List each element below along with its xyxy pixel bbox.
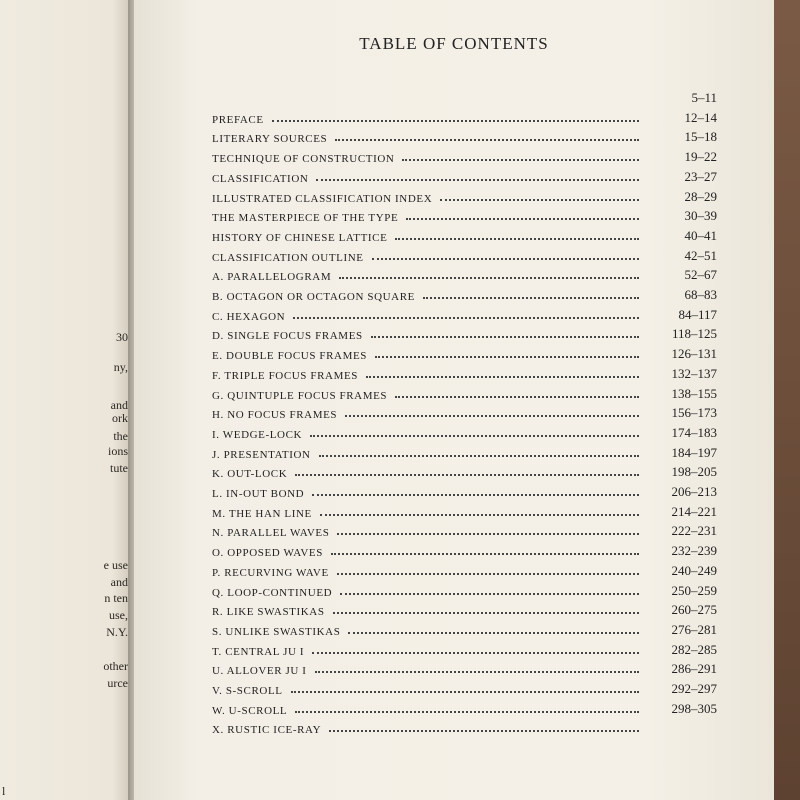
left-page-text-fragment: and (110, 575, 128, 589)
dot-leader (337, 573, 639, 575)
toc-entry-label: CLASSIFICATION OUTLINE (212, 252, 364, 264)
toc-entry-label: T. CENTRAL JU I (212, 646, 305, 658)
toc-entry-label: S. UNLIKE SWASTIKAS (212, 626, 341, 638)
toc-row (212, 147, 717, 165)
dot-leader (423, 297, 639, 299)
dot-leader (337, 533, 639, 535)
toc-row (212, 187, 717, 205)
toc-entry-label: A. PARALLELOGRAM (212, 271, 332, 283)
toc-entry-pages: 250–259 (671, 583, 717, 598)
toc-entry-label: P. RECURVING WAVE (212, 567, 329, 579)
toc-entry-label: PREFACE (212, 114, 264, 126)
toc-entry-pages: 298–305 (671, 701, 717, 716)
toc-entry-pages: 84–117 (678, 307, 717, 322)
dot-leader (339, 277, 639, 279)
toc-row (212, 521, 717, 539)
toc-row (212, 679, 717, 697)
toc-entry-pages: 42–51 (684, 248, 717, 263)
desk-surface (774, 0, 800, 800)
toc-entry-label: R. LIKE SWASTIKAS (212, 606, 325, 618)
toc-entry-pages: 260–275 (671, 602, 717, 617)
toc-entry-pages: 286–291 (671, 661, 717, 676)
toc-row (212, 364, 717, 382)
toc-entry-label: ILLUSTRATED CLASSIFICATION INDEX (212, 193, 433, 205)
toc-entry-label: B. OCTAGON OR OCTAGON SQUARE (212, 291, 415, 303)
toc-row (212, 443, 717, 461)
left-page-text-fragment: the (113, 429, 128, 443)
toc-entry-pages: 15–18 (684, 129, 717, 144)
dot-leader (333, 612, 639, 614)
toc-entry-pages: 214–221 (671, 504, 717, 519)
toc-entry-pages: 198–205 (671, 464, 717, 479)
dot-leader (406, 218, 639, 220)
dot-leader (331, 553, 639, 555)
toc-entry-pages: 138–155 (671, 386, 717, 401)
toc-row (212, 403, 717, 421)
toc-row (212, 127, 717, 145)
toc-entry-pages: 276–281 (671, 622, 717, 637)
toc-entry-label: HISTORY OF CHINESE LATTICE (212, 232, 388, 244)
toc-entry-pages: 52–67 (684, 267, 717, 282)
dot-leader (312, 652, 639, 654)
toc-row (212, 344, 717, 362)
dot-leader (395, 238, 639, 240)
toc-row (212, 659, 717, 677)
dot-leader (375, 356, 639, 358)
toc-entry-pages: 222–231 (671, 523, 717, 538)
toc-row (212, 699, 717, 717)
toc-row (212, 226, 717, 244)
toc-entry-label: X. RUSTIC ICE-RAY (212, 724, 322, 736)
toc-entry-pages: 30–39 (684, 208, 717, 223)
dot-leader (272, 120, 639, 122)
dot-leader (315, 671, 639, 673)
dot-leader (340, 593, 639, 595)
dot-leader (320, 514, 639, 516)
toc-row (212, 561, 717, 579)
toc-row (212, 384, 717, 402)
dot-leader (295, 474, 639, 476)
toc-entry-pages: 68–83 (684, 287, 717, 302)
toc-entry-pages: 174–183 (671, 425, 717, 440)
toc-entry-label: LITERARY SOURCES (212, 133, 328, 145)
toc-entry-label: V. S-SCROLL (212, 685, 283, 697)
toc-entry-pages: 19–22 (684, 149, 717, 164)
toc-row (212, 108, 717, 126)
toc-entry-label: O. OPPOSED WAVES (212, 547, 323, 559)
toc-entry-pages: 206–213 (671, 484, 717, 499)
toc-row (212, 482, 717, 500)
toc-entry-label: N. PARALLEL WAVES (212, 527, 330, 539)
toc-entry-label: U. ALLOVER JU I (212, 665, 307, 677)
dot-leader (440, 199, 639, 201)
toc-entry-label: CLASSIFICATION (212, 173, 309, 185)
toc-entry-label: C. HEXAGON (212, 311, 286, 323)
left-page-text-fragment: ork (112, 411, 128, 425)
dot-leader (312, 494, 639, 496)
left-page-text-fragment: ions (107, 444, 128, 458)
toc-row (212, 285, 717, 303)
toc-entry-label: K. OUT-LOCK (212, 468, 288, 480)
toc-row (212, 206, 717, 224)
dot-leader (319, 455, 639, 457)
dot-leader (316, 179, 639, 181)
left-page-text-fragment: and (110, 398, 128, 412)
toc-entry-label: E. DOUBLE FOCUS FRAMES (212, 350, 368, 362)
toc-entry-pages: 292–297 (671, 681, 717, 696)
toc-entry-label: TECHNIQUE OF CONSTRUCTION (212, 153, 395, 165)
toc-row (212, 88, 717, 106)
left-page-text-fragment: 30 (116, 330, 128, 344)
left-page-text-fragment: tute (110, 461, 128, 475)
toc-row (212, 541, 717, 559)
left-page-text-fragment: n ten (104, 591, 128, 605)
dot-leader (295, 711, 639, 713)
toc-entry-label: I. WEDGE-LOCK (212, 429, 303, 441)
toc-row (212, 305, 717, 323)
left-page-text-fragment: other (103, 659, 128, 673)
toc-row (212, 462, 717, 480)
toc-entry-label: G. QUINTUPLE FOCUS FRAMES (212, 390, 388, 402)
toc-row (212, 167, 717, 185)
dot-leader (348, 632, 639, 634)
toc-entry-label: H. NO FOCUS FRAMES (212, 409, 338, 421)
toc-entry-pages: 240–249 (671, 563, 717, 578)
toc-row (212, 581, 717, 599)
toc-row (212, 640, 717, 658)
toc-entry-label: F. TRIPLE FOCUS FRAMES (212, 370, 358, 382)
toc-entry-pages: 5–11 (691, 90, 717, 105)
dot-leader (371, 336, 639, 338)
toc-row (212, 620, 717, 638)
toc-row (212, 423, 717, 441)
dot-leader (345, 415, 639, 417)
left-page-text-fragment: use, (109, 608, 128, 622)
toc-entry-pages: 184–197 (671, 445, 717, 460)
left-page (0, 0, 132, 800)
dot-leader (395, 396, 639, 398)
toc-entry-label: D. SINGLE FOCUS FRAMES (212, 330, 363, 342)
toc-entry-pages: 23–27 (684, 169, 717, 184)
toc-entry-label: Q. LOOP-CONTINUED (212, 587, 333, 599)
toc-entry-pages: 232–239 (671, 543, 717, 558)
toc-entry-label: THE MASTERPIECE OF THE TYPE (212, 212, 399, 224)
toc-row (212, 324, 717, 342)
toc-row (212, 600, 717, 618)
dot-leader (329, 730, 639, 732)
toc-entry-pages: 126–131 (671, 346, 717, 361)
dot-leader (310, 435, 639, 437)
dot-leader (366, 376, 639, 378)
toc-row (212, 718, 717, 736)
toc-entry-pages: 282–285 (671, 642, 717, 657)
left-page-text-fragment: l (2, 784, 6, 798)
toc-entry-pages: 40–41 (684, 228, 717, 243)
toc-entry-label: M. THE HAN LINE (212, 508, 312, 520)
toc-entry-label: J. PRESENTATION (212, 449, 311, 461)
left-page-text-fragment: e use (103, 558, 128, 572)
dot-leader (402, 159, 639, 161)
toc-entry-pages: 156–173 (671, 405, 717, 420)
left-page-text-fragment: N.Y. (106, 625, 128, 639)
toc-entry-pages: 12–14 (684, 110, 717, 125)
toc-row (212, 246, 717, 264)
toc-entry-pages: 118–125 (671, 326, 717, 341)
dot-leader (291, 691, 639, 693)
toc-entry-pages: 28–29 (684, 189, 717, 204)
dot-leader (335, 139, 639, 141)
toc-entry-label: W. U-SCROLL (212, 705, 288, 717)
toc-entry-pages: 132–137 (671, 366, 717, 381)
toc-row (212, 502, 717, 520)
left-page-text-fragment: urce (107, 676, 128, 690)
dot-leader (293, 317, 639, 319)
left-page-text-fragment: ny, (113, 360, 128, 374)
toc-entry-label: L. IN-OUT BOND (212, 488, 305, 500)
dot-leader (372, 258, 639, 260)
toc-row (212, 265, 717, 283)
toc-title: TABLE OF CONTENTS (359, 34, 549, 53)
